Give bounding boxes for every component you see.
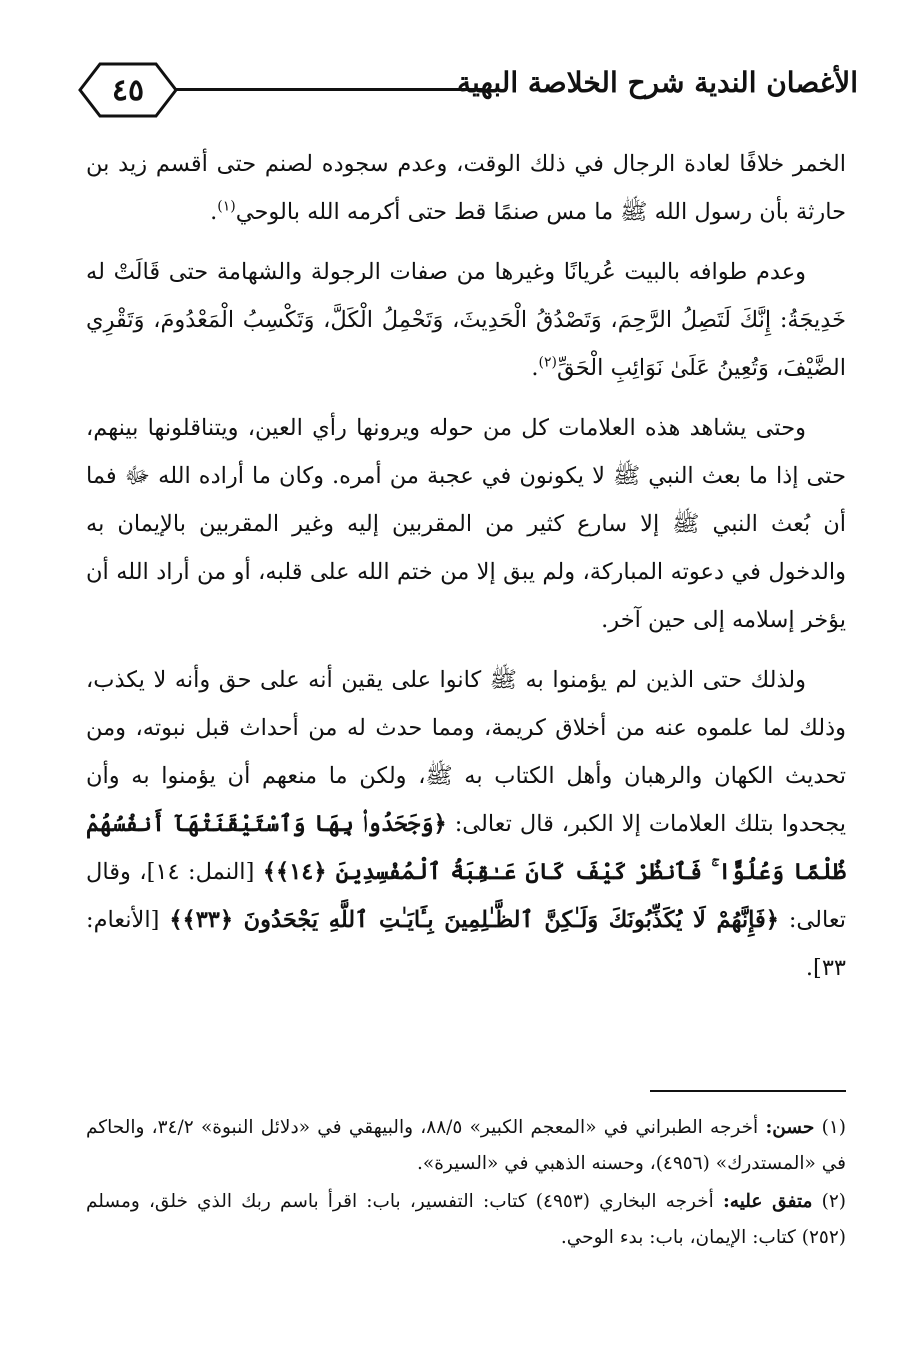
paragraph-end: . bbox=[210, 199, 218, 225]
footnote bbox=[86, 1184, 846, 1256]
footnote-separator bbox=[650, 1090, 846, 1092]
paragraph bbox=[86, 656, 846, 992]
paragraph bbox=[86, 140, 846, 236]
quran-verse: ﴿فَإِنَّهُمْ لَا يُكَذِّبُونَكَ وَلَـٰكِنَّ ٱلظَّـٰلِمِينَ بِـَٔايَـٰتِ ٱللَّهِ يَجْحَدُونَ ﴿٣٣﴾﴾ bbox=[169, 907, 779, 933]
paragraph bbox=[86, 248, 846, 392]
footnote-grade: حسن: bbox=[765, 1117, 815, 1138]
footnote-grade: متفق عليه: bbox=[722, 1191, 813, 1212]
paragraph-text: وقال تعالى: bbox=[86, 859, 847, 933]
header-rule bbox=[174, 88, 484, 91]
footnote-text: أخرجه الطبراني في «المعجم الكبير» ٨٨/٥، والبيهقي في «دلائل النبوة» ٣٤/٢، والحاكم في «المستدرك» (٤٩٥٦)، وحسنه الذهبي في «السيرة». bbox=[86, 1117, 846, 1174]
paragraph: وحتى يشاهد هذه العلامات كل من حوله ويرونها رأي العين، ويتناقلونها بينهم، حتى إذا ما بعث النبي ﷺ لا يكونون في عجبة من أمره. وكان ما أراده الله ﷻ فما أن بُعث النبي ﷺ إلا سارع كثير من المقربين إليه وغير المقربين بالإيمان به والدخول في دعوته المباركة، ولم يبق إلا من ختم الله على قلبه، أو من أراد الله أن يؤخر إسلامه إلى حين آخر. bbox=[86, 415, 846, 633]
paragraph-text: وعدم طوافه بالبيت عُريانًا وغيرها من صفات الرجولة والشهامة حتى قَالَتْ له خَدِيجَةُ: إِنَّكَ لَتَصِلُ الرَّحِمَ، وَتَصْدُقُ الْحَدِيثَ، وَتَحْمِلُ الْكَلَّ، وَتَكْسِبُ الْمَعْدُومَ، وَتَقْرِي الضَّيْفَ، وَتُعِينُ عَلَىٰ نَوَائِبِ الْحَقِّ bbox=[86, 259, 846, 381]
paragraph-text: ولذلك حتى الذين لم يؤمنوا به ﷺ كانوا على يقين أنه على حق وأنه لا يكذب، وذلك لما علموه عنه من أخلاق كريمة، ومما حدث له من أحداث قبل نبوته، ومن تحديث الكهان والرهبان وأهل الكتاب به ﷺ، ولكن ما منعهم أن يؤمنوا به وأن يجحدوا بتلك العلامات إلا الكبر، قال تعالى: bbox=[86, 667, 846, 837]
page-number-badge bbox=[78, 60, 178, 120]
footnote bbox=[86, 1110, 846, 1182]
quran-verse: ﴿وَجَحَدُوا۟ بِهَا وَٱسْتَيْقَنَتْهَآ أَنفُسُهُمْ ظُلْمًا وَعُلُوًّا ۚ فَٱنظُرْ كَيْفَ كَانَ عَـٰقِبَةُ ٱلْمُفْسِدِينَ ﴿١٤﴾﴾ bbox=[86, 811, 846, 885]
book-title: الأغصان الندية شرح الخلاصة البهية bbox=[456, 66, 858, 99]
paragraph-end: . bbox=[531, 355, 539, 381]
verse-reference: [الأنعام: ٣٣]. bbox=[86, 907, 846, 981]
verse-reference: [النمل: ١٤]، bbox=[139, 859, 255, 885]
page-number: ٤٥ bbox=[111, 72, 145, 108]
footnote-number: (٢) bbox=[821, 1191, 846, 1212]
footnote-number: (١) bbox=[821, 1117, 846, 1138]
footnote-ref: (٢) bbox=[538, 354, 558, 371]
footnote-ref: (١) bbox=[217, 198, 236, 215]
page-header bbox=[78, 60, 858, 122]
paragraph-text: الخمر خلافًا لعادة الرجال في ذلك الوقت، وعدم سجوده لصنم حتى أقسم زيد بن حارثة بأن رسول الله ﷺ ما مس صنمًا قط حتى أكرمه الله بالوحي bbox=[86, 151, 846, 225]
main-text bbox=[86, 140, 846, 1004]
footnotes bbox=[86, 1110, 846, 1258]
footnote-text: أخرجه البخاري (٤٩٥٣) كتاب: التفسير، باب: اقرأ باسم ربك الذي خلق، ومسلم (٢٥٢) كتاب: الإيمان، باب: بدء الوحي. bbox=[86, 1191, 846, 1248]
